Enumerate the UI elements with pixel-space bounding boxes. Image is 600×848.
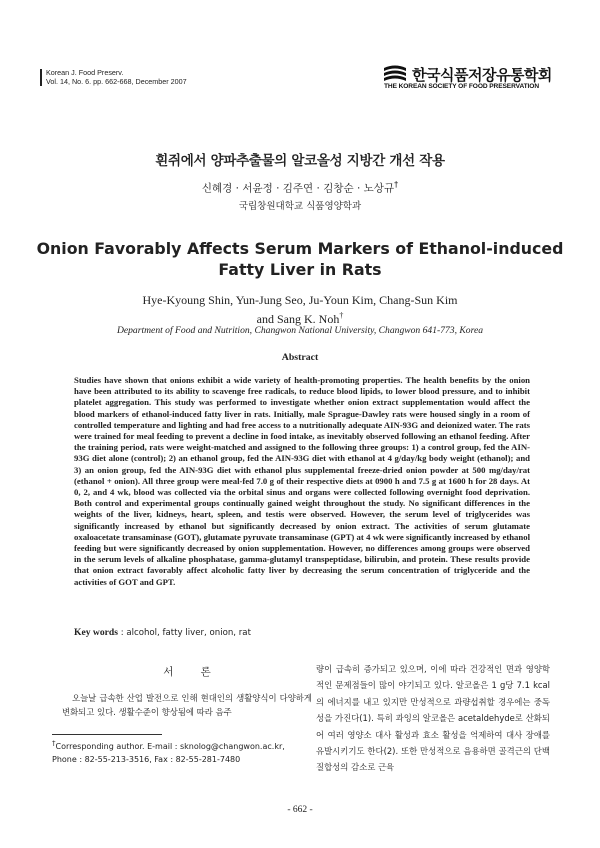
footnote-line1-wrap — [52, 741, 285, 754]
page-number: - 662 - — [287, 805, 313, 815]
footnote-line1: Corresponding author. E-mail : sknolog@changwon.ac.kr, — [55, 742, 285, 751]
corresponding-mark-en: † — [339, 311, 344, 320]
keywords-text: alcohol, fatty liver, onion, rat — [126, 628, 251, 638]
society-name-en: THE KOREAN SOCIETY OF FOOD PRESERVATION — [384, 83, 539, 90]
abstract-text: Studies have shown that onions exhibit a wide variety of health-promoting properties. The health benefits by the onion have been attributed to its ability to scavenge free radicals, to reduce blood lipids, to lower blood pressure, and to inhibit platelet aggregation. This study was performed to investigate whether onion extract supplementation would affect the blood markers of ethanol-induced fatty liver in rats. Initially, male Sprague-Dawley rats were housed singly in a room of controlled temperature and lighting and had free access to a nutritionally adequate AIN-93G and deionized water. The rats were trained for meal feeding to prevent a decline in food intake, as inevitably observed following an ethanol feeding. After the training period, rats were weight-matched and assigned to the following three groups: 1) a control group, fed the AIN-93G diet alone (control); 2) an ethanol group, fed the AIN-93G diet with ethanol at 4 g/day/kg body weight (ethanol); and 3) an onion group, fed the AIN-93G diet with ethanol plus supplemental freeze-dried onion powder at 500 mg/day/rat (ethanol + onion). All three group were meal-fed 7.0 g of their respective diets at 0900 h and 7.5 g at 1600 h for 28 days. At 0, 2, and 4 wk, blood was collected via the orbital sinus and organs were collected following overnight food deprivation. Both control and experimental groups continually gained weight throughout the study. No significant differences in the weights of the liver, kidneys, heart, spleen, and testis were observed. However, the serum level of triglycerides was significantly increased by ethanol but significantly decreased by onion extract. The activities of serum glutamate oxaloacetate transaminase (GOT), glutamate pyruvate transaminase (GPT) at 4 wk were significantly increased by ethanol feeding but were significantly decreased by onion supplementation. However, no differences among groups were observed in the serum levels of alkaline phosphatase, gamma-glutamyl transpeptidase, bilirubin, and protein. These results provide that onion extract favorably affect alcoholic fatty liver by decreasing the serum concentration of triglyceride and the activities of GOT and GPT. — [74, 375, 530, 587]
body-column-left — [62, 664, 312, 719]
authors-korean — [0, 180, 600, 196]
section-heading: 서 론 — [163, 666, 223, 678]
footnote — [52, 741, 285, 766]
journal-info — [46, 68, 187, 86]
journal-volume: Vol. 14, No. 6. pp. 662-668, December 2007 — [46, 77, 187, 86]
title-english — [0, 238, 600, 280]
footnote-divider — [52, 734, 162, 735]
authors-english-line1: Hye-Kyoung Shin, Yun-Jung Seo, Ju-Youn Kim, Chang-Sun Kim — [142, 293, 458, 307]
society-name-ko: 한국식품저장유통학회 — [412, 66, 552, 84]
keywords — [74, 627, 251, 638]
body-text-left: 오늘날 급속한 산업 발전으로 인해 현대인의 생활양식이 다양하게 변화되고 있다. 생활수준이 향상됨에 따라 음주 — [62, 693, 312, 718]
title-english-line1: Onion Favorably Affects Serum Markers of Ethanol-induced — [36, 239, 564, 258]
authors-english-line2: and Sang K. Noh — [256, 312, 340, 326]
title-english-line2: Fatty Liver in Rats — [218, 260, 382, 279]
abstract-heading: Abstract — [281, 352, 319, 363]
journal-name: Korean J. Food Preserv. — [46, 68, 124, 77]
title-korean: 흰쥐에서 양파추출물의 알코올성 지방간 개선 작용 — [155, 153, 445, 169]
society-logo-icon — [382, 64, 408, 84]
footnote-dagger: † — [52, 739, 56, 748]
body-text-right: 량이 급속히 증가되고 있으며, 이에 따라 건강적인 면과 영양학적인 문제점들이 많이 야기되고 있다. 알코올은 1 g당 7.1 kcal의 에너지를 내고 있지만 만성적으로 과량섭취할 경우에는 중독성을 가진다(1). 특히 과잉의 알코올은 acetaldehyde로 산화되어 여러 영양소 대사 활성과 효소 활성을 억제하여 대사 장애를 유발시키기도 한다(2). 또한 만성적으로 음용하면 골격근의 단백질합성의 감소로 근육 — [316, 664, 550, 773]
affiliation-korean: 국립창원대학교 식품영양학과 — [238, 201, 362, 212]
keywords-label: Key words — [74, 627, 118, 638]
society-header — [382, 64, 572, 92]
corresponding-mark: † — [394, 180, 399, 189]
footnote-line2: Phone : 82-55-213-3516, Fax : 82-55-281-7480 — [52, 754, 241, 764]
authors-english — [0, 292, 600, 327]
authors-korean-text: 신혜경 · 서윤정 · 김주연 · 김창순 · 노상규 — [201, 182, 395, 195]
keywords-separator: : — [117, 628, 127, 638]
affiliation-english: Department of Food and Nutrition, Changwon National University, Changwon 641-773, Korea — [116, 325, 484, 336]
